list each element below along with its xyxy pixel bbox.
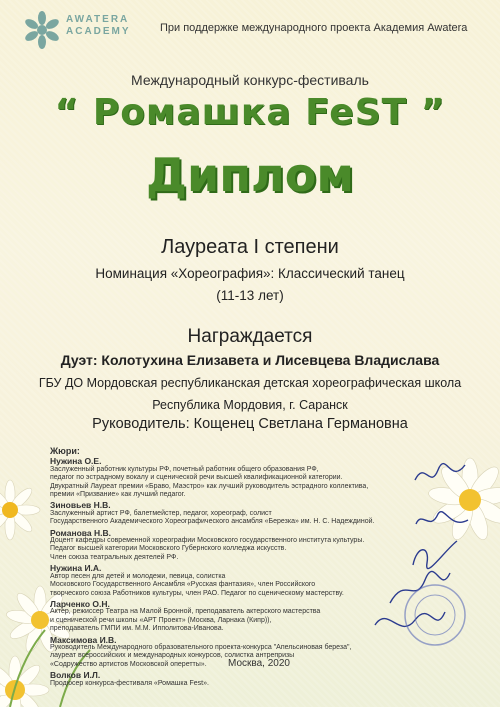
jury-member xyxy=(50,457,420,499)
diploma-heading: Диплом xyxy=(146,148,354,202)
location-date: Москва, 2020 xyxy=(228,658,290,669)
jury-member-desc: Заслуженный артист РФ, балетмейстер, педагог, хореограф, солист Государственного Академического Хореографического ансамбля «Березка» им. Н. С. Надеждиной. xyxy=(50,509,375,526)
school-name: ГБУ ДО Мордовская республиканская детская хореографическая школа xyxy=(38,376,462,390)
jury-member-name: Максимова И.В. xyxy=(50,634,117,645)
awarded-label: Награждается xyxy=(187,326,313,347)
participants: Дуэт: Колотухина Елизавета и Лисевцева Владислава xyxy=(60,352,440,368)
awatera-logo-icon xyxy=(22,10,62,50)
logo-line1: AWATERA xyxy=(66,14,130,25)
jury-member-name: Зиновьев Н.В. xyxy=(50,500,111,511)
festival-title: “ Ромашка FeST ” xyxy=(54,92,446,133)
jury-member-desc: Автор песен для детей и молодежи, певица, солистка Московского Государственного Ансамбля «Русская фантазия», член Российского творческого союза Работников культуры, член РАО. Педагог по сценическому мастерству. xyxy=(50,572,344,597)
jury-member-desc: Доцент кафедры современной хореографии Московского государственного института культуры. Педагог высшей категории Московского Губернского колледжа искусств. Член союза театральных деятелей РФ. xyxy=(50,537,365,561)
age-group: (11-13 лет) xyxy=(216,288,284,303)
jury-member-name: Нужина И.А. xyxy=(50,563,102,574)
region: Республика Мордовия, г. Саранск xyxy=(152,398,348,412)
jury-member-name: Ларченко О.Н. xyxy=(50,598,110,609)
laureate-degree: Лауреата I степени xyxy=(161,236,339,258)
jury-member xyxy=(50,501,420,526)
support-text: При поддержке международного проекта Академия Awatera xyxy=(160,22,468,34)
jury-member xyxy=(50,600,420,634)
jury-member-name: Нужина О.Е. xyxy=(50,456,102,467)
jury-member-desc: Заслуженный работник культуры РФ, почетный работник общего образования РФ, педагог по эстрадному вокалу и сценической речи высшей квалификационной категории. Двукратный Лауреат премии «Браво, Маэстро» как лучший руководитель эстрадного коллектива, премии «Призвание» как лучший педагог. xyxy=(50,465,369,499)
festival-label: Международный конкурс-фестиваль xyxy=(131,72,369,88)
logo-line2: ACADEMY xyxy=(66,26,131,37)
signature-icon xyxy=(412,502,472,537)
stamp-icon xyxy=(400,580,470,650)
jury-member xyxy=(50,529,420,563)
jury-member-desc: Продюсер конкурса-фестиваля «Ромашка Fest». xyxy=(50,679,209,687)
jury-member-desc: Руководитель Международного образовательного проекта-конкурса "Апельсиновая береза", лауреат всероссийских и международных конкурсов, солистка антрепризы «Содружество артистов Московской оперетты». xyxy=(50,643,352,668)
jury-member xyxy=(50,671,420,688)
jury-member-name: Романова Н.В. xyxy=(50,527,111,538)
jury-title: Жюри: xyxy=(50,446,80,456)
logo-text xyxy=(66,14,131,38)
jury-member-desc: Актер, режиссер Театра на Малой Бронной, преподаватель актерского мастерства и сценической речи школы «АРТ Проект» (Москва, Ларнака (Кипр)), преподаватель ГМПИ им. М.М. Ипполитова-Иванова. xyxy=(50,608,321,633)
leader: Руководитель: Кощенец Светлана Германовна xyxy=(92,416,408,432)
signature-icon xyxy=(410,455,470,495)
nomination: Номинация «Хореография»: Классический танец xyxy=(95,266,405,281)
jury-list xyxy=(50,447,420,688)
jury-member-name: Волков И.Л. xyxy=(50,670,101,681)
jury-member xyxy=(50,564,420,598)
